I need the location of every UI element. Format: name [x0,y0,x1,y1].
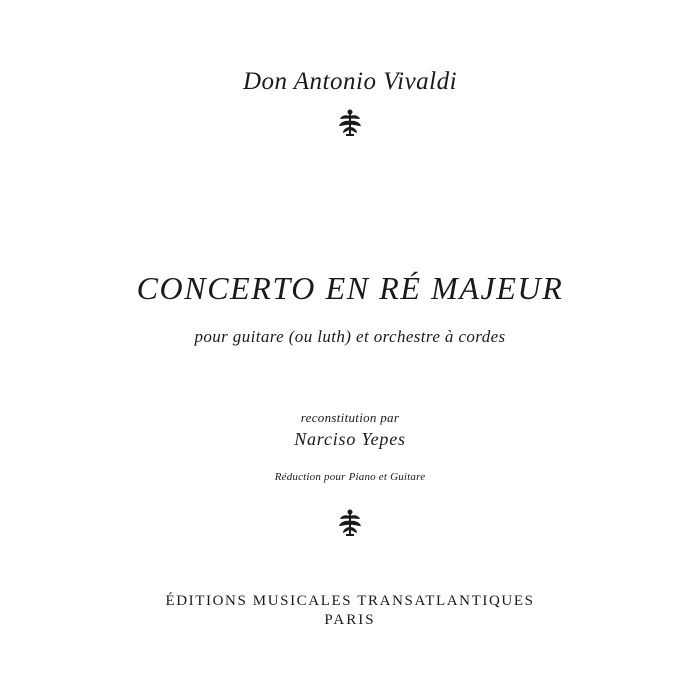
reconstitution-label: reconstitution par [300,410,400,425]
work-subtitle: pour guitare (ou luth) et orchestre à cordes [194,327,506,346]
composer-name: Don Antonio Vivaldi [242,68,458,95]
reduction-note: Réduction pour Piano et Guitare [274,471,426,483]
publisher-name: ÉDITIONS MUSICALES TRANSATLANTIQUES [165,593,535,609]
work-title: CONCERTO EN RÉ MAJEUR [136,270,564,306]
arranger-name: Narciso Yepes [294,429,406,449]
publisher-city: PARIS [324,612,376,628]
fleuron-ornament-icon [335,508,365,538]
fleuron-ornament-icon [335,108,365,138]
